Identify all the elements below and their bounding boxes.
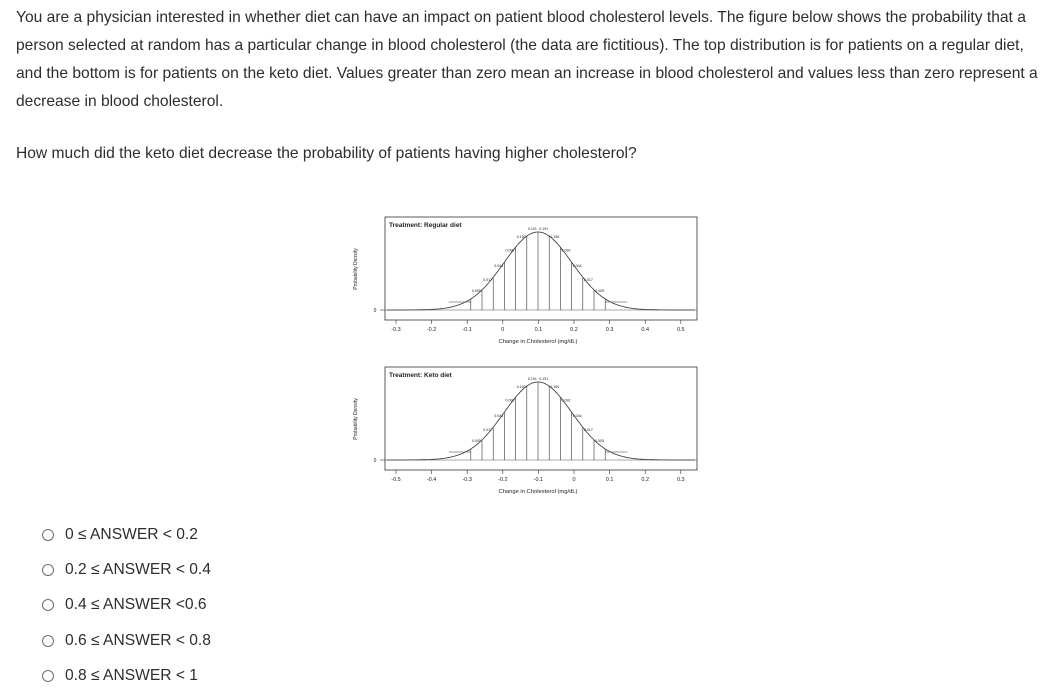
- answer-option-1[interactable]: [42, 517, 211, 552]
- bin-probability-label: 0.150: [550, 234, 560, 239]
- x-tick-label: -0.2: [498, 477, 508, 483]
- bin-probability-label: 0.005: [595, 288, 605, 293]
- answer-option-3[interactable]: [42, 588, 211, 623]
- bin-probability-label: 0.191: [539, 227, 549, 232]
- bin-probability-label: 0.005: [471, 438, 481, 443]
- x-tick-label: 0: [501, 327, 505, 333]
- bin-probability-label: 0.150: [516, 384, 526, 389]
- answer-option-label: 0 ≤ ANSWER < 0.2: [65, 525, 198, 543]
- y-tick-label: 0: [373, 458, 377, 464]
- x-tick-label: 0.4: [641, 327, 650, 333]
- bin-probability-label: 0.017: [583, 278, 593, 283]
- bin-probability-label: 0.017: [483, 428, 493, 433]
- bin-probability-label: 0.191: [527, 377, 537, 382]
- density-curve: [387, 382, 695, 460]
- bin-probability-label: 0.092: [505, 248, 515, 253]
- bin-probability-label: 0.005: [471, 288, 481, 293]
- x-tick-label: -0.3: [391, 327, 401, 333]
- x-tick-label: 0.2: [641, 477, 650, 483]
- radio-icon[interactable]: [42, 599, 54, 611]
- answer-option-label: 0.6 ≤ ANSWER < 0.8: [65, 631, 211, 649]
- x-tick-label: -0.5: [391, 477, 401, 483]
- x-axis-label: Change in Cholesterol (mg/dL): [498, 339, 578, 345]
- x-tick-label: 0.3: [605, 327, 614, 333]
- x-tick-label: 0.1: [605, 477, 614, 483]
- panel-title: Treatment: Keto diet: [389, 372, 452, 379]
- radio-icon[interactable]: [42, 564, 54, 576]
- bin-probability-label: 0.017: [483, 278, 493, 283]
- bin-probability-label: 0.092: [561, 398, 571, 403]
- bin-probability-label: 0.044: [494, 413, 504, 418]
- x-axis-label: Change in Cholesterol (mg/dL): [498, 489, 578, 495]
- radio-icon[interactable]: [42, 529, 54, 541]
- x-tick-label: 0.2: [570, 327, 578, 333]
- answer-options: [42, 517, 211, 693]
- y-axis-label: Probability Density: [353, 248, 359, 290]
- answer-option-label: 0.8 ≤ ANSWER < 1: [65, 666, 198, 684]
- x-tick-label: 0.3: [676, 477, 685, 483]
- question-text: You are a physician interested in whether diet can have an impact on patient blood cholesterol levels. The figure below shows the probability that a person selected at random has a particular change in blood cholesterol (the data are fictitious). The top distribution is for patients on a regular diet, and the bottom is for patients on the keto diet. Values greater than zero mean an increase in blood cholesterol and values less than zero represent a decrease in blood cholesterol.: [16, 9, 1038, 110]
- bin-probability-label: 0.191: [527, 227, 537, 232]
- distribution-plots: [335, 210, 715, 510]
- radio-icon[interactable]: [42, 635, 54, 647]
- answer-option-label: 0.2 ≤ ANSWER < 0.4: [65, 560, 211, 578]
- answer-option-2[interactable]: [42, 552, 211, 587]
- bin-probability-label: 0.150: [550, 384, 560, 389]
- x-tick-label: -0.3: [462, 477, 472, 483]
- bin-probability-label: 0.017: [583, 428, 593, 433]
- x-tick-label: -0.2: [426, 327, 437, 333]
- answer-option-label: 0.4 ≤ ANSWER <0.6: [65, 596, 207, 614]
- bin-probability-label: 0.150: [516, 234, 526, 239]
- answer-option-5[interactable]: [42, 658, 211, 693]
- answer-option-4[interactable]: [42, 623, 211, 658]
- x-tick-label: -0.1: [462, 327, 472, 333]
- x-tick-label: -0.4: [426, 477, 437, 483]
- bin-probability-label: 0.044: [494, 263, 504, 268]
- bin-probability-label: 0.092: [505, 398, 515, 403]
- bin-probability-label: 0.092: [561, 248, 571, 253]
- x-tick-label: 0.5: [676, 327, 685, 333]
- bin-probability-label: 0.191: [539, 377, 549, 382]
- x-tick-label: 0.1: [534, 327, 543, 333]
- bin-probability-label: 0.044: [572, 413, 582, 418]
- y-axis-label: Probability Density: [353, 398, 359, 440]
- y-tick-label: 0: [373, 308, 377, 314]
- bin-probability-label: 0.005: [595, 438, 605, 443]
- x-tick-label: -0.1: [533, 477, 544, 483]
- panel-title: Treatment: Regular diet: [389, 222, 462, 229]
- radio-icon[interactable]: [42, 670, 54, 682]
- distribution-figure: [335, 210, 715, 510]
- x-tick-label: 0: [572, 477, 576, 483]
- bin-probability-label: 0.044: [572, 263, 582, 268]
- density-curve: [387, 232, 695, 310]
- question-prompt: How much did the keto diet decrease the probability of patients having higher cholesterol?: [16, 145, 637, 162]
